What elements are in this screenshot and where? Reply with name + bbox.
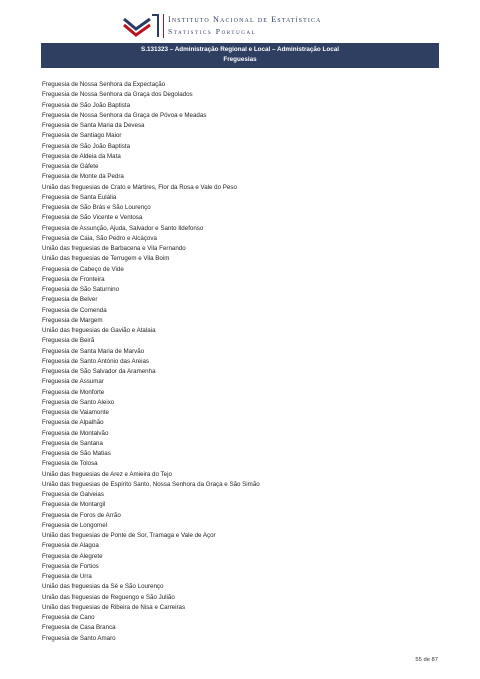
list-item: Freguesia de Cabeço de Vide — [42, 265, 124, 273]
list-item: Freguesia de Monte da Pedra — [42, 173, 124, 181]
ine-logo-icon — [122, 13, 160, 39]
list-item: Freguesia de Santiago Maior — [42, 132, 122, 140]
list-item: União das freguesias de Crato e Mártires, Flor da Rosa e Vale do Peso — [42, 183, 237, 191]
list-item: Freguesia de Galveias — [42, 491, 104, 498]
list-item: União das freguesias de Reguengo e São Julião — [42, 593, 175, 601]
freguesias-list — [42, 80, 260, 644]
list-item: Freguesia de Santo António das Areias — [42, 357, 149, 365]
list-item: Freguesia de São Saturnino — [42, 286, 120, 293]
list-item: Freguesia de Casa Branca — [42, 624, 116, 632]
list-item: Freguesia de Vaiamonte — [42, 409, 109, 416]
list-item: Freguesia de Urra — [42, 573, 92, 580]
list-item: Freguesia de São Brás e São Lourenço — [42, 204, 151, 211]
list-item: Freguesia de São João Baptista — [42, 101, 131, 109]
list-item: Freguesia de Santo Amaro — [42, 634, 116, 642]
list-item: União das freguesias da Sé e São Lourenço — [42, 583, 164, 591]
list-item: Freguesia de Aldeia da Mata — [42, 152, 121, 160]
list-item: Freguesia de Comenda — [42, 306, 107, 314]
page-header — [0, 0, 480, 44]
header-divider — [163, 14, 164, 38]
list-item: Freguesia de São Vicente e Ventosa — [42, 214, 143, 222]
list-item: União das freguesias de Ponte de Sor, Tramaga e Vale de Açor — [42, 532, 216, 539]
list-item: União das freguesias de Barbacena e Vila Fernando — [42, 245, 186, 252]
list-item: Freguesia de Gáfete — [42, 163, 99, 170]
list-item: Freguesia de Alagoa — [42, 542, 99, 550]
org-name: Instituto Nacional de Estatística — [168, 15, 322, 24]
list-item: Freguesia de Alpalhão — [42, 419, 104, 427]
list-item: Freguesia de Beirã — [42, 337, 95, 345]
page-number: 55 de 87 — [415, 657, 438, 663]
list-item: Freguesia de Assunção, Ajuda, Salvador e Santo Ildefonso — [42, 224, 204, 232]
list-item: Freguesia de São Salvador da Aramenha — [42, 368, 156, 375]
list-item: Freguesia de Santana — [42, 439, 103, 447]
list-item: Freguesia de Santo Aleixo — [42, 398, 115, 406]
list-item: União das freguesias de Terrugem e Vila Boim — [42, 255, 170, 263]
section-banner — [41, 43, 439, 68]
list-item: Freguesia de Foros de Arrão — [42, 511, 121, 519]
list-item: Freguesia de Fronteira — [42, 275, 105, 283]
list-item: Freguesia de Montalvão — [42, 429, 109, 437]
org-subtitle: Statistics Portugal — [168, 27, 257, 36]
list-item: Freguesia de Cano — [42, 614, 95, 621]
list-item: Freguesia de Tolosa — [42, 460, 98, 468]
list-item: União das freguesias de Espírito Santo, Nossa Senhora da Graça e São Simão — [42, 480, 260, 488]
list-item: União das freguesias de Arez e Amieira do Tejo — [42, 470, 172, 478]
list-item: Freguesia de Santa Maria da Devesa — [42, 122, 145, 129]
banner-title: S.131323 – Administração Regional e Local – Administração Local — [141, 46, 339, 53]
list-item: União das freguesias de Gavião e Atalaia — [42, 327, 156, 334]
list-item: Freguesia de Montargil — [42, 501, 106, 509]
list-item: Freguesia de São João Baptista — [42, 142, 131, 150]
list-item: Freguesia de Nossa Senhora da Graça dos Degolados — [42, 91, 193, 99]
list-item: Freguesia de Monforte — [42, 388, 105, 396]
list-item: Freguesia de Santa Eulália — [42, 193, 117, 201]
list-item: Freguesia de Margem — [42, 316, 103, 324]
list-item: União das freguesias de Ribeira de Nisa e Carreiras — [42, 603, 186, 611]
list-item: Freguesia de São Matias — [42, 450, 111, 457]
list-item: Freguesia de Assumar — [42, 378, 104, 386]
list-item: Freguesia de Nossa Senhora da Graça de Póvoa e Meadas — [42, 111, 207, 119]
list-item: Freguesia de Nossa Senhora da Expectação — [42, 81, 166, 88]
list-item: Freguesia de Caia, São Pedro e Alcáçova — [42, 234, 157, 242]
list-item: Freguesia de Longomel — [42, 521, 108, 529]
list-item: Freguesia de Fortios — [42, 562, 99, 570]
list-item: Freguesia de Santa Maria de Marvão — [42, 347, 145, 355]
banner-subtitle: Freguesias — [223, 56, 257, 63]
list-item: Freguesia de Belver — [42, 296, 98, 304]
list-item: Freguesia de Alegrete — [42, 552, 103, 560]
